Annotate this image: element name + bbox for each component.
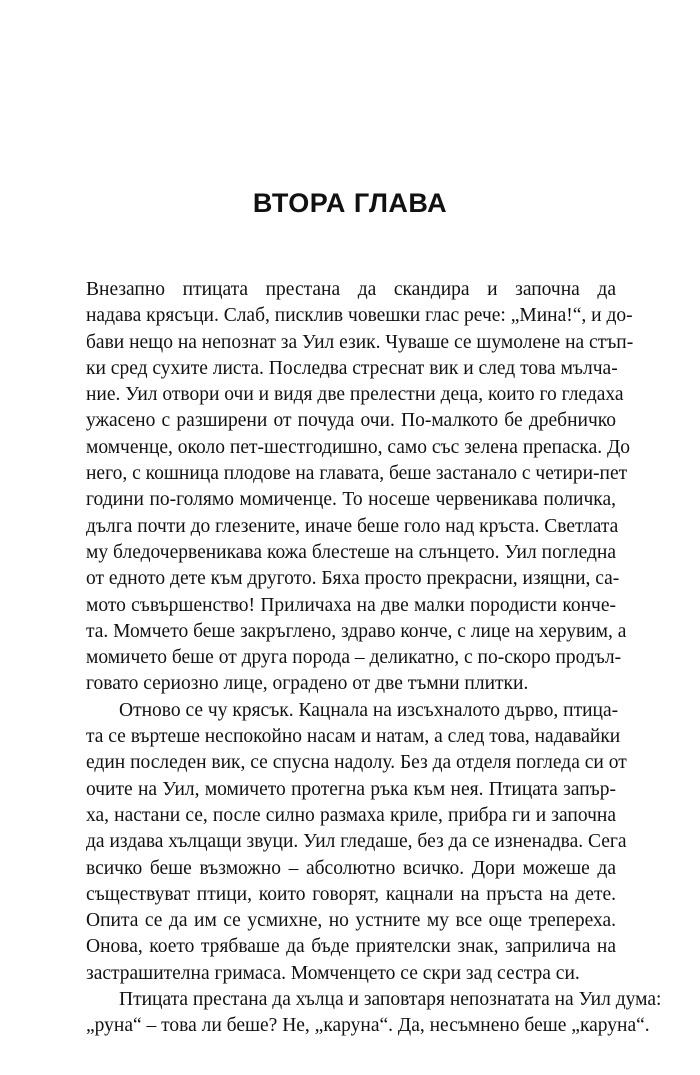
- text-line: застрашителна гримаса. Момченцето се скри зад сестра си.: [86, 962, 580, 984]
- text-line: него, с кошница плодове на главата, беше застанало с четири-пет: [86, 463, 628, 485]
- text-line: Опита се да им се усмихне, но устните му все още трепереха.: [86, 910, 616, 932]
- text-line: говато сериозно лице, оградено от две тъмни плитки.: [86, 673, 529, 695]
- text-line: Птицата престана да хълца и заповтаря непознатата на Уил дума:: [119, 989, 662, 1011]
- text-line: очите на Уил, момичето протегна ръка към нея. Птицата запър-: [86, 778, 616, 800]
- text-line: „руна“ – това ли беше? Не, „каруна“. Да, несъмнено беше „каруна“.: [86, 1015, 650, 1037]
- text-line: Отново се чу крясък. Кацнала на изсъхналото дърво, птица-: [119, 699, 619, 721]
- paragraph: [86, 277, 634, 698]
- text-line: от едното дете към другото. Бяха просто прекрасни, изящни, са-: [86, 568, 620, 590]
- text-line: години по-голямо момиченце. То носеше червеникава поличка,: [86, 489, 616, 511]
- text-line: мото съвършенство! Приличаха на две малки породисти конче-: [86, 594, 616, 616]
- text-line: та се въртеше неспокойно насам и натам, а след това, надавайки: [86, 726, 621, 748]
- text-line: надава крясъци. Слаб, писклив човешки глас рече: „Мина!“, и до-: [86, 305, 633, 327]
- text-line: дълга почти до глезените, иначе беше голо над кръста. Светлата: [86, 515, 619, 537]
- text-line: всичко беше възможно – абсолютно всичко. Дори можеше да: [86, 857, 616, 879]
- text-line: ужасено с разширени от почуда очи. По-малкото бе дребничко: [86, 410, 616, 432]
- text-line: ки сред сухите листа. Последва стреснат вик и след това мълча-: [86, 357, 618, 379]
- text-line: ние. Уил отвори очи и видя две прелестни деца, които го гледаха: [86, 384, 624, 406]
- text-line: Онова, което трябваше да бъде приятелски знак, заприлича на: [86, 936, 616, 958]
- chapter-title: ВТОРА ГЛАВА: [252, 188, 448, 218]
- text-line: бави нещо на непознат за Уил език. Чуваше се шумолене на стъп-: [86, 331, 634, 353]
- text-line: Внезапно птицата престана да скандира и започна да: [86, 279, 616, 300]
- body-text: [86, 277, 662, 1040]
- paragraph: [86, 987, 662, 1040]
- paragraph: [86, 698, 627, 987]
- text-line: момченце, около пет-шестгодишно, само със зелена препаска. До: [86, 436, 631, 458]
- text-line: му бледочервеникава кожа блестеше на слънцето. Уил погледна: [86, 541, 616, 563]
- text-line: та. Момчето беше закръглено, здраво конче, с лице на херувим, а: [86, 620, 627, 642]
- text-line: ха, настани се, после силно размаха криле, прибра ги и започна: [86, 804, 616, 826]
- text-line: един последен вик, се спусна надолу. Без да отделя погледа си от: [86, 752, 627, 774]
- text-line: да издава хълцащи звуци. Уил гледаше, без да се изненадва. Сега: [86, 831, 627, 853]
- text-line: съществуват птици, които говорят, кацнали на пръста на дете.: [86, 883, 616, 905]
- text-line: момичето беше от друга порода – деликатно, с по-скоро продъл-: [86, 647, 622, 669]
